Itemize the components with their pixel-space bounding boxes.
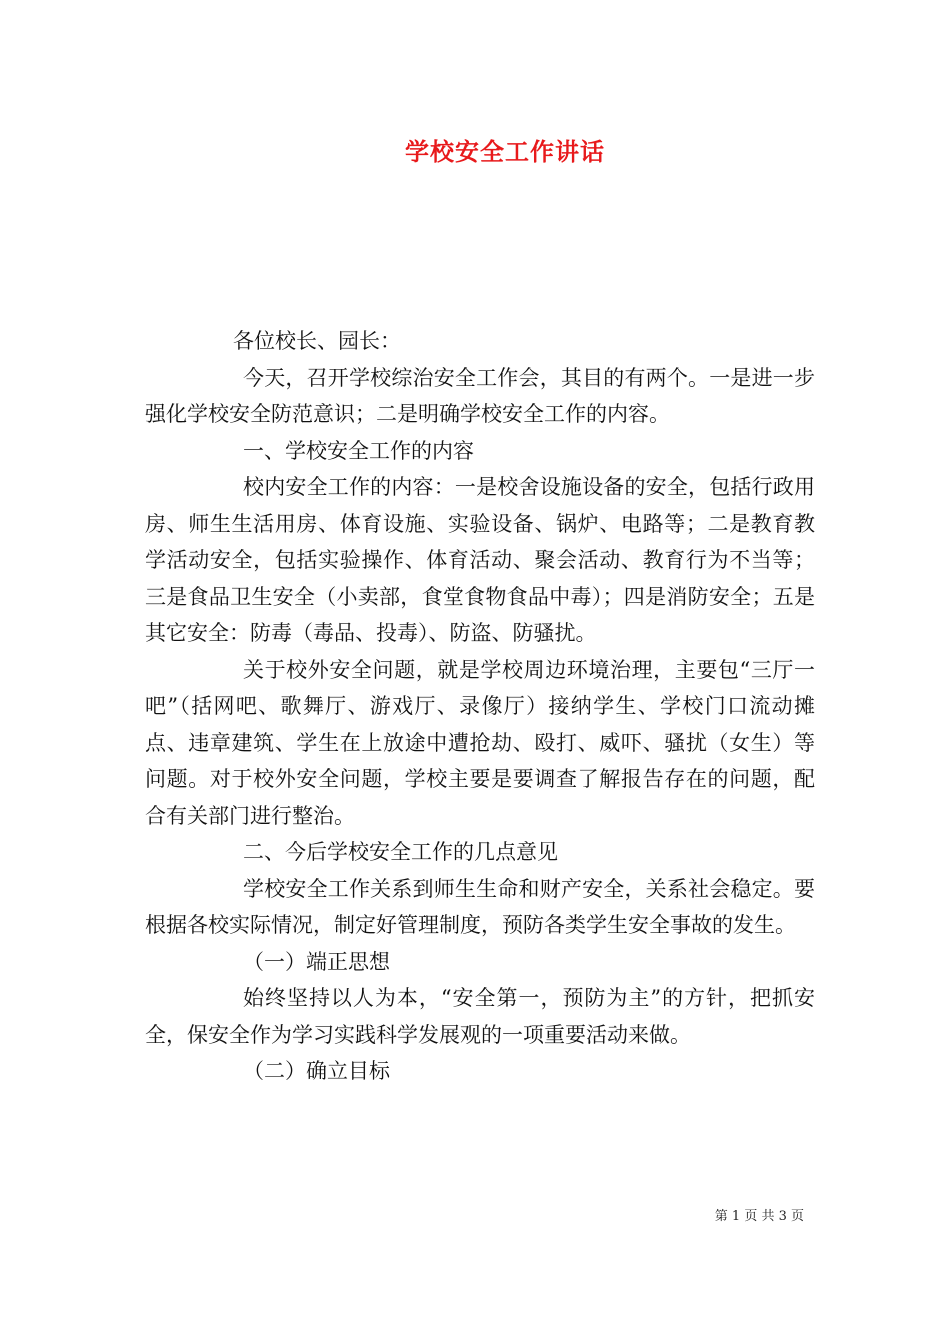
paragraph-campus-safety: 校内安全工作的内容：一是校舍设施设备的安全，包括行政用房、师生生活用房、体育设施、实验设备、锅炉、电路等；二是教育教学活动安全，包括实验操作、体育活动、聚会活动、教育行为不当等；三是食品卫生安全（小卖部，食堂食物食品中毒）；四是消防安全；五是其它安全：防毒（毒品、投毒）、防盗、防骚扰。 [145, 475, 815, 645]
paragraph-principle: 始终坚持以人为本，“安全第一，预防为主”的方针，把抓安全，保安全作为学习实践科学发展观的一项重要活动来做。 [145, 986, 815, 1047]
document-title: 学校安全工作讲话 [405, 137, 605, 166]
paragraph-offcampus-safety: 关于校外安全问题，就是学校周边环境治理，主要包“三厅一吧”（括网吧、歌舞厅、游戏厅、录像厅）接纳学生、学校门口流动摊点、违章建筑、学生在上放途中遭抢劫、殴打、威吓、骚扰（女生）等问题。对于校外安全问题，学校主要是要调查了解报告存在的问题，配合有关部门进行整治。 [145, 657, 815, 828]
salutation: 各位校长、园长： [233, 329, 401, 353]
paragraph-importance: 学校安全工作关系到师生生命和财产安全，关系社会稳定。要根据各校实际情况，制定好管理制度，预防各类学生安全事故的发生。 [145, 876, 815, 937]
paragraph-intro: 今天，召开学校综治安全工作会，其目的有两个。一是进一步强化学校安全防范意识；二是明确学校安全工作的内容。 [145, 365, 815, 426]
section-heading-1: 一、学校安全工作的内容 [243, 438, 474, 463]
document-body [145, 323, 815, 1090]
subheading-2: （二）确立目标 [243, 1059, 390, 1083]
page-footer: 第 1 页 共 3 页 [714, 1209, 804, 1224]
subheading-1: （一）端正思想 [243, 949, 390, 974]
section-heading-2: 二、今后学校安全工作的几点意见 [243, 840, 558, 864]
